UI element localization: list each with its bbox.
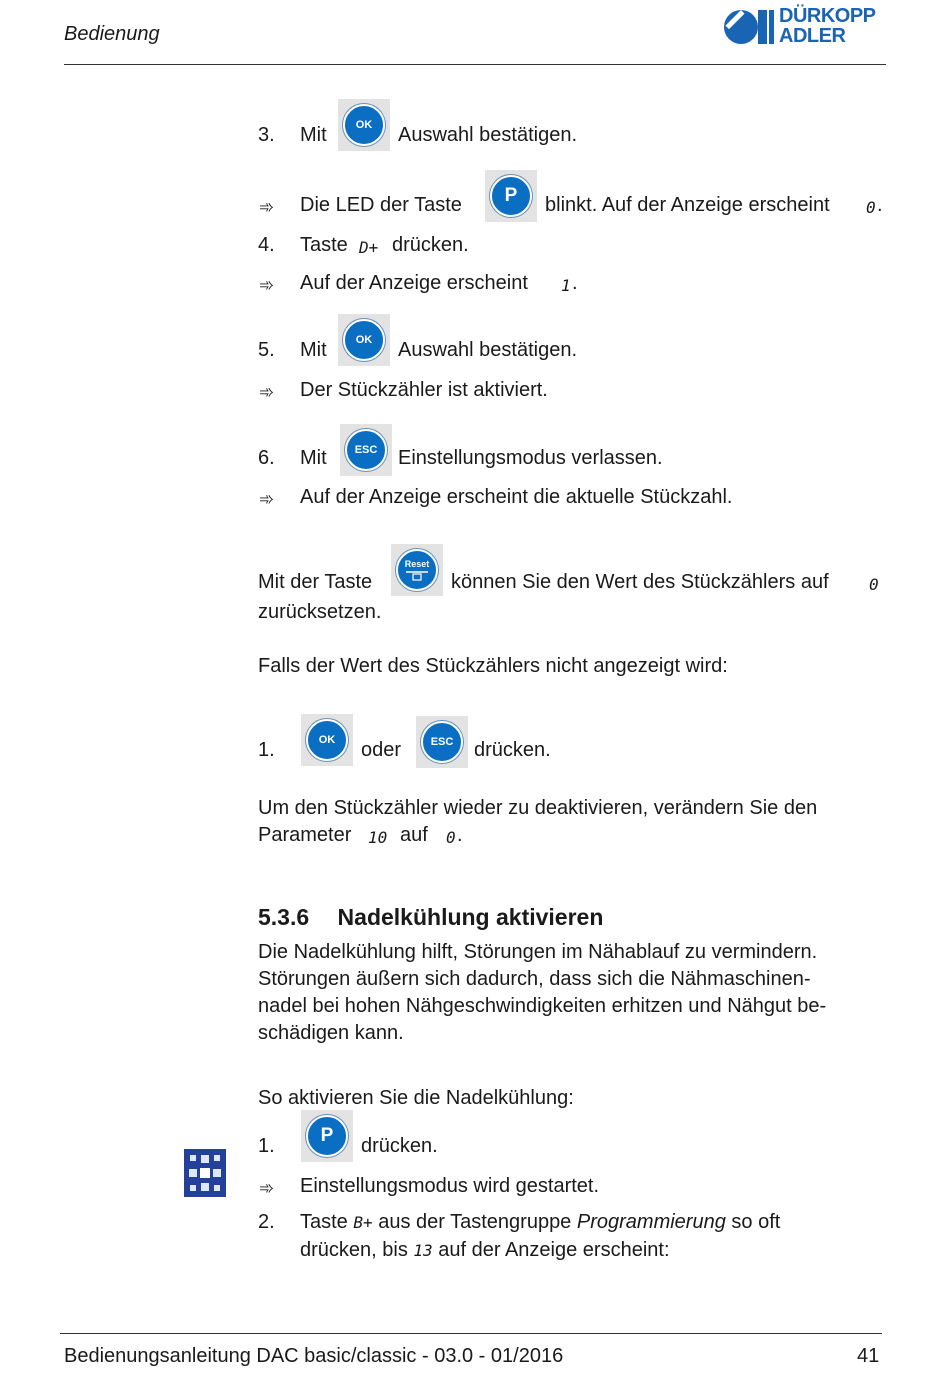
section-para-line: schädigen kann. (258, 1022, 404, 1044)
footer-rule (60, 1333, 882, 1334)
duerkopp-adler-logo (722, 6, 892, 48)
footer-document-title: Bedienungsanleitung DAC basic/classic - 03.0 - 01/2016 (64, 1345, 564, 1367)
parameter-number: 10 (368, 828, 388, 847)
ok-button-icon: OK (338, 99, 390, 151)
logo-mark-icon (722, 8, 776, 46)
step-text: Auswahl bestätigen. (398, 124, 578, 146)
keypad-margin-icon (184, 1149, 226, 1197)
section-para-line: Störungen äußern sich dadurch, dass sich die Nähmaschinen- (258, 968, 811, 990)
result-arrow-icon: ➾ (259, 275, 275, 295)
result-text: Der Stückzähler ist aktiviert. (300, 379, 548, 401)
step-number: 5. (258, 339, 275, 361)
deactivate-text: Um den Stückzähler wieder zu deaktivieren, verändern Sie den (258, 797, 818, 819)
result-arrow-icon: ➾ (259, 382, 275, 402)
result-arrow-icon: ➾ (259, 1178, 275, 1198)
header-rule (64, 64, 886, 65)
result-text: Auf der Anzeige erscheint (300, 272, 528, 294)
display-value: 0 (869, 575, 879, 594)
p-button-icon: P (485, 170, 537, 222)
reset-para-line2: zurücksetzen. (258, 601, 382, 623)
result-arrow-icon: ➾ (259, 197, 275, 217)
condition-text: Falls der Wert des Stückzählers nicht angezeigt wird: (258, 655, 728, 677)
ok-button-icon: OK (338, 314, 390, 366)
section-para-line: nadel bei hohen Nähgeschwindigkeiten erhitzen und Nähgut be- (258, 995, 827, 1017)
section-heading (258, 903, 603, 931)
result-text: Die LED der Taste (300, 194, 462, 216)
key-name: D+ (359, 238, 379, 257)
step-number: 1. (258, 1135, 275, 1157)
logo-line1: DÜRKOPP (779, 5, 876, 27)
p-button-icon: P (301, 1110, 353, 1162)
step-number: 4. (258, 234, 275, 256)
step-text: Mit (300, 339, 327, 361)
display-value: 13 (413, 1241, 433, 1260)
result-text: blinkt. Auf der Anzeige erscheint (545, 194, 830, 216)
esc-button-icon: ESC (340, 424, 392, 476)
reset-para-text: Mit der Taste (258, 571, 373, 593)
step-text: Auswahl bestätigen. (398, 339, 578, 361)
step-text: Taste B+ aus der Tastengruppe Programmierung so oft (300, 1211, 781, 1233)
key-name: B+ (353, 1213, 373, 1232)
deactivate-text: auf (400, 824, 428, 846)
step-text: Taste (300, 234, 348, 256)
section-intro: So aktivieren Sie die Nadelkühlung: (258, 1087, 574, 1109)
step-text: drücken. (392, 234, 469, 256)
section-para-line: Die Nadelkühlung hilft, Störungen im Nähablauf zu vermindern. (258, 941, 818, 963)
logo-line2: ADLER (779, 25, 846, 47)
period: . (457, 824, 463, 846)
step-text: drücken. (361, 1135, 438, 1157)
result-arrow-icon: ➾ (259, 489, 275, 509)
period: . (877, 194, 883, 216)
esc-button-icon: ESC (416, 716, 468, 768)
result-text: Einstellungsmodus wird gestartet. (300, 1175, 600, 1197)
step-text: Mit (300, 447, 327, 469)
key-group-name: Programmierung (576, 1211, 726, 1233)
step-number: 2. (258, 1211, 275, 1233)
footer-page-number: 41 (857, 1345, 880, 1367)
display-value: 1 (561, 276, 571, 295)
deactivate-text: Parameter (258, 824, 352, 846)
display-value: 0 (866, 198, 876, 217)
ok-button-icon: OK (301, 714, 353, 766)
section-number: 5.3.6 (258, 904, 310, 930)
step-number: 3. (258, 124, 275, 146)
display-value: 0 (446, 828, 456, 847)
step-text: drücken. (474, 739, 551, 761)
step-text: drücken, bis 13 auf der Anzeige erscheint: (300, 1239, 670, 1261)
result-text: Auf der Anzeige erscheint die aktuelle Stückzahl. (300, 486, 733, 508)
step-text: Einstellungsmodus verlassen. (398, 447, 663, 469)
period: . (572, 272, 578, 294)
step-number: 1. (258, 739, 275, 761)
step-text: oder (361, 739, 402, 761)
section-title: Nadelkühlung aktivieren (337, 904, 604, 930)
step-text: Mit (300, 124, 327, 146)
reset-button-icon: Reset (391, 544, 443, 596)
header-section-title: Bedienung (64, 23, 160, 45)
step-number: 6. (258, 447, 275, 469)
reset-para-text: können Sie den Wert des Stückzählers auf (451, 571, 829, 593)
